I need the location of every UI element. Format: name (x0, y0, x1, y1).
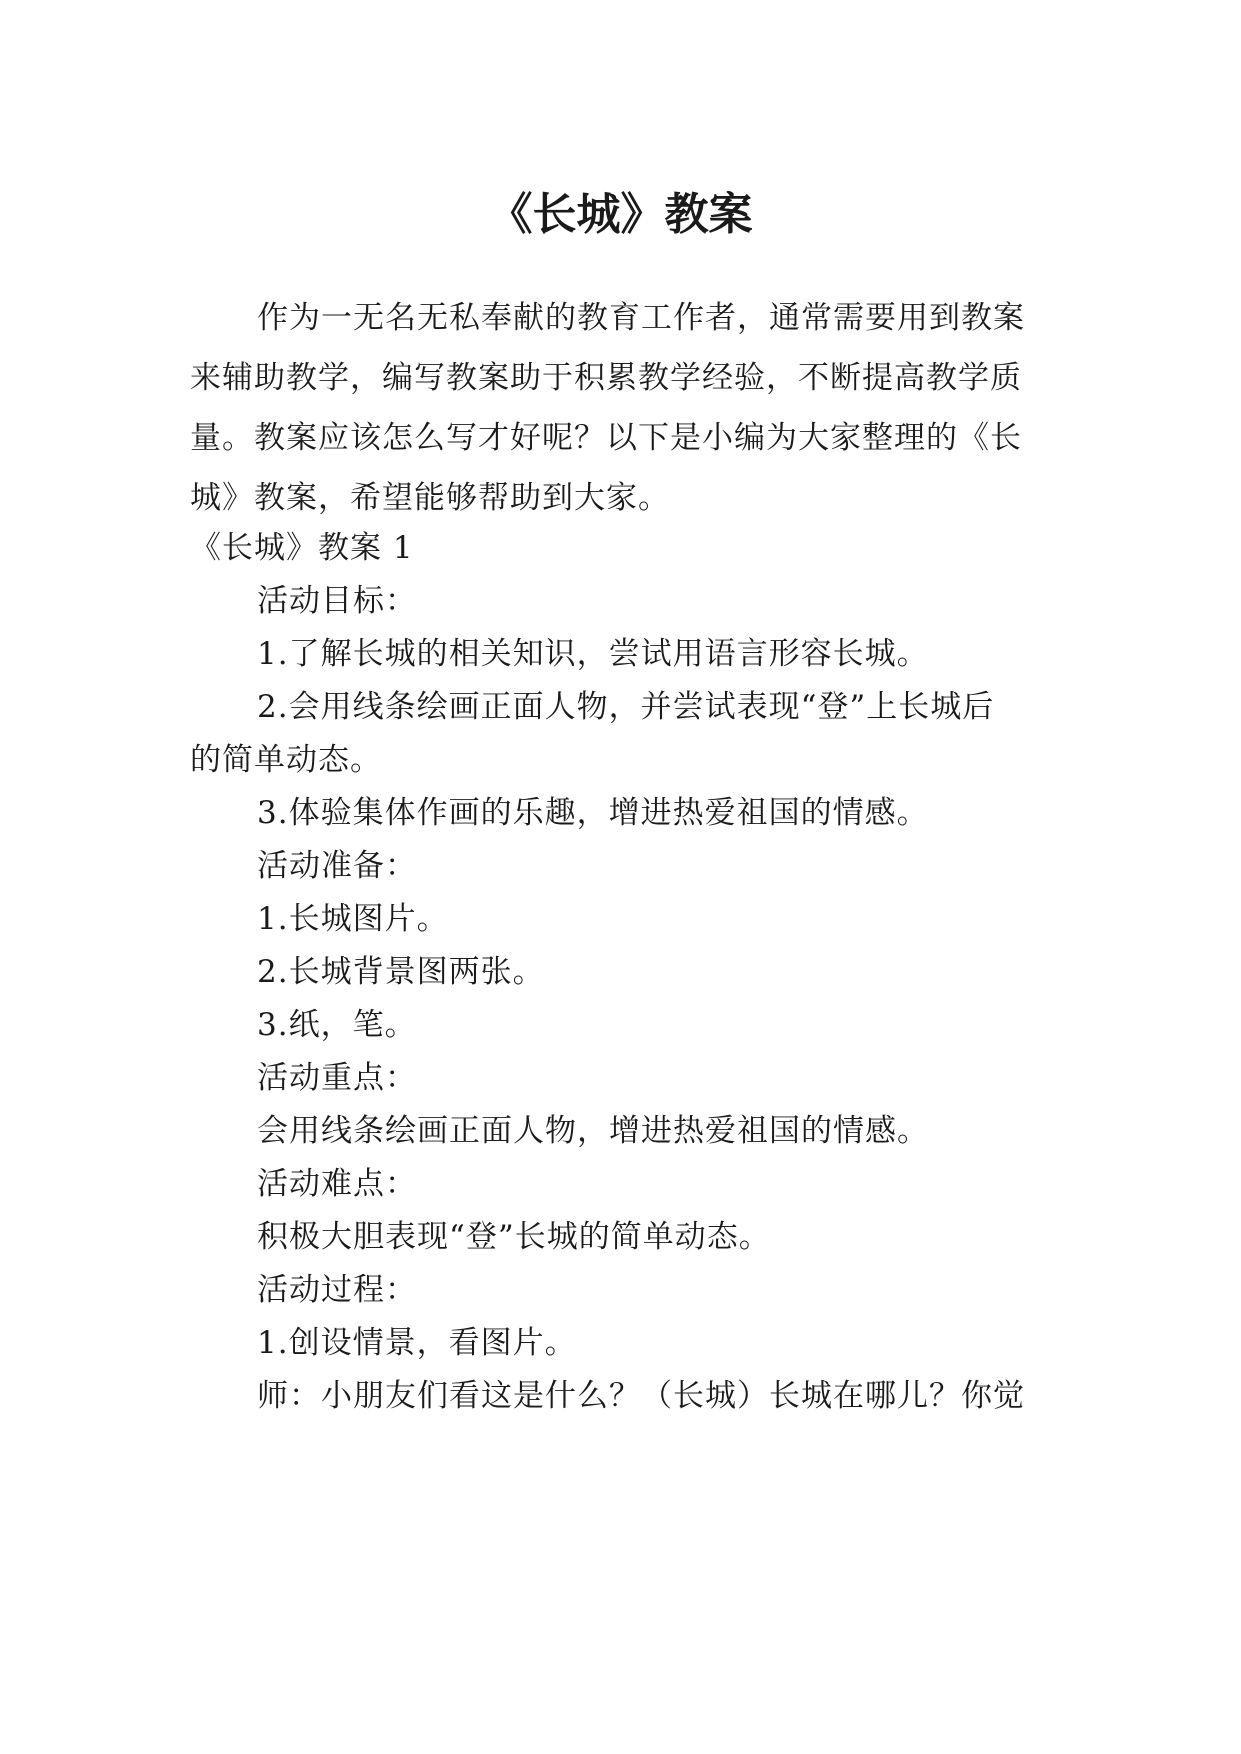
text-line: 3.体验集体作画的乐趣，增进热爱祖国的情感。 (257, 795, 929, 831)
text-line: 2.会用线条绘画正面人物，并尝试表现“登”上长城后 (257, 689, 995, 725)
text-line: 师：小朋友们看这是什么？（长城）长城在哪儿？你觉 (257, 1378, 1025, 1414)
text-line: 3.纸，笔。 (257, 1007, 417, 1043)
text-line: 活动准备： (257, 848, 417, 884)
text-line: 1.了解长城的相关知识，尝试用语言形容长城。 (257, 636, 929, 672)
intro-paragraph: 作为一无名无私奉献的教育工作者，通常需要用到教案来辅助教学，编写教案助于积累教学经验，不断提高教学质量。教案应该怎么写才好呢？以下是小编为大家整理的《长城》教案，希望能够帮助到大家。 (190, 300, 1025, 516)
text-line: 1.长城图片。 (257, 901, 449, 937)
text-line: 的简单动态。 (190, 742, 382, 778)
text-line: 活动重点： (257, 1060, 417, 1096)
text-line: 1.创设情景，看图片。 (257, 1325, 577, 1361)
text-line: 会用线条绘画正面人物，增进热爱祖国的情感。 (257, 1113, 929, 1149)
text-line: 2.长城背景图两张。 (257, 954, 545, 990)
section-heading: 《长城》教案 1 (190, 530, 414, 566)
text-line: 活动过程： (257, 1272, 417, 1308)
text-line: 活动难点： (257, 1166, 417, 1202)
text-line: 积极大胆表现“登”长城的简单动态。 (257, 1219, 771, 1255)
text-line: 活动目标： (257, 583, 417, 619)
document-title: 《长城》教案 (488, 189, 753, 241)
